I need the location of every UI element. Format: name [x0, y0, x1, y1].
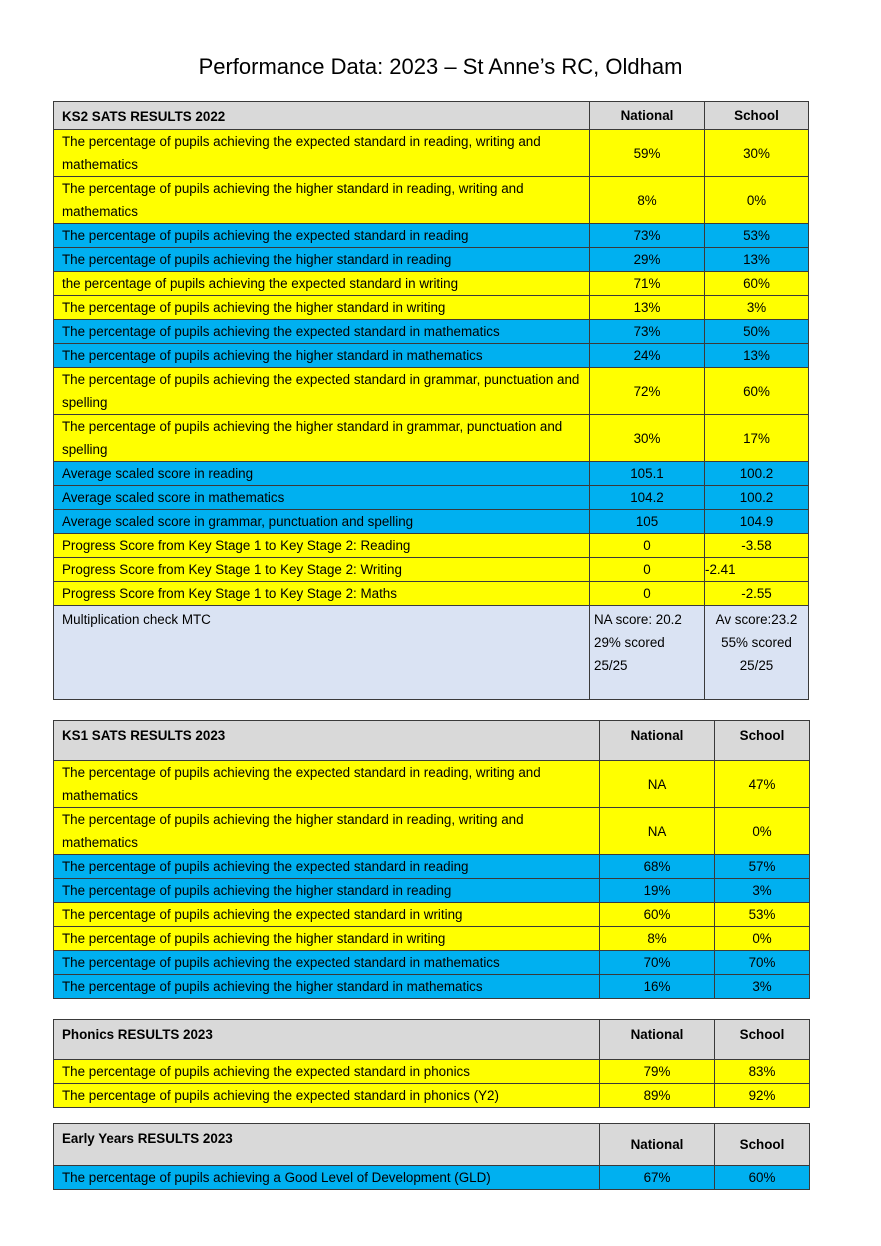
row-label: The percentage of pupils achieving the expected standard in reading, writing and mathematics	[54, 130, 590, 177]
table-row	[54, 879, 810, 903]
school-value: 0%	[705, 177, 809, 224]
school-value: -3.58	[705, 534, 809, 558]
phonics-col-national: National	[600, 1020, 715, 1060]
school-value: 0%	[715, 927, 810, 951]
table-row	[54, 903, 810, 927]
table-row	[54, 130, 809, 177]
national-value: 104.2	[590, 486, 705, 510]
table-row	[54, 368, 809, 415]
national-value: 8%	[600, 927, 715, 951]
row-label: The percentage of pupils achieving the higher standard in reading, writing and mathematics	[54, 177, 590, 224]
table-row	[54, 320, 809, 344]
table-row	[54, 296, 809, 320]
ks2-results-table	[53, 101, 809, 700]
row-label: Average scaled score in grammar, punctuation and spelling	[54, 510, 590, 534]
school-value: 50%	[705, 320, 809, 344]
table-row	[54, 534, 809, 558]
national-value: 13%	[590, 296, 705, 320]
table-row	[54, 1166, 810, 1190]
ks1-heading: KS1 SATS RESULTS 2023	[54, 721, 600, 761]
table-row	[54, 510, 809, 534]
mtc-national-line: 29% scored	[594, 635, 665, 650]
row-label: The percentage of pupils achieving the expected standard in reading	[54, 224, 590, 248]
phonics-col-school: School	[715, 1020, 810, 1060]
table-row	[54, 486, 809, 510]
school-value: 57%	[715, 855, 810, 879]
table-row	[54, 1084, 810, 1108]
row-label: the percentage of pupils achieving the expected standard in writing	[54, 272, 590, 296]
row-label: The percentage of pupils achieving a Good Level of Development (GLD)	[54, 1166, 600, 1190]
school-value: 13%	[705, 344, 809, 368]
row-label: The percentage of pupils achieving the higher standard in reading	[54, 248, 590, 272]
national-value: 79%	[600, 1060, 715, 1084]
row-label: The percentage of pupils achieving the expected standard in phonics (Y2)	[54, 1084, 600, 1108]
national-value: 0	[590, 582, 705, 606]
national-value: 0	[590, 558, 705, 582]
row-label: The percentage of pupils achieving the higher standard in mathematics	[54, 344, 590, 368]
school-value: 53%	[705, 224, 809, 248]
table-row	[54, 248, 809, 272]
table-row	[54, 224, 809, 248]
national-value: 16%	[600, 975, 715, 999]
table-row	[54, 558, 809, 582]
mtc-school-line: 25/25	[739, 658, 774, 673]
school-value: 70%	[715, 951, 810, 975]
national-value: 29%	[590, 248, 705, 272]
table-row	[54, 272, 809, 296]
early-years-col-national: National	[600, 1124, 715, 1166]
mtc-school-line: 55% scored	[721, 635, 792, 650]
national-value: 60%	[600, 903, 715, 927]
ks2-heading: KS2 SATS RESULTS 2022	[54, 102, 590, 130]
national-value: 30%	[590, 415, 705, 462]
row-label: Progress Score from Key Stage 1 to Key Stage 2: Writing	[54, 558, 590, 582]
school-value: 60%	[705, 272, 809, 296]
ks1-col-national: National	[600, 721, 715, 761]
table-row	[54, 855, 810, 879]
school-value: 60%	[705, 368, 809, 415]
table-row	[54, 462, 809, 486]
school-value: 30%	[705, 130, 809, 177]
ks2-col-school: School	[705, 102, 809, 130]
row-label: Progress Score from Key Stage 1 to Key Stage 2: Maths	[54, 582, 590, 606]
national-value: NA	[600, 808, 715, 855]
mtc-national-line: NA score: 20.2	[594, 612, 682, 627]
mtc-school-line: Av score:23.2	[715, 612, 798, 627]
row-label: Average scaled score in reading	[54, 462, 590, 486]
row-label: Average scaled score in mathematics	[54, 486, 590, 510]
school-value	[705, 606, 809, 700]
national-value: 0	[590, 534, 705, 558]
school-value: 60%	[715, 1166, 810, 1190]
row-label: The percentage of pupils achieving the expected standard in reading	[54, 855, 600, 879]
national-value: 73%	[590, 320, 705, 344]
row-label: The percentage of pupils achieving the expected standard in writing	[54, 903, 600, 927]
table-row	[54, 808, 810, 855]
ks1-results-table	[53, 720, 810, 999]
table-row	[54, 177, 809, 224]
school-value: 17%	[705, 415, 809, 462]
school-value: 13%	[705, 248, 809, 272]
school-value: 3%	[715, 975, 810, 999]
row-label: The percentage of pupils achieving the expected standard in grammar, punctuation and spelling	[54, 368, 590, 415]
national-value: 73%	[590, 224, 705, 248]
table-row	[54, 415, 809, 462]
table-row	[54, 606, 809, 700]
early-years-results-table	[53, 1123, 810, 1190]
row-label: The percentage of pupils achieving the higher standard in reading	[54, 879, 600, 903]
school-value: 47%	[715, 761, 810, 808]
national-value: 67%	[600, 1166, 715, 1190]
page-title: Performance Data: 2023 – St Anne’s RC, Oldham	[198, 54, 683, 79]
school-value: 0%	[715, 808, 810, 855]
table-row	[54, 344, 809, 368]
national-value: 105	[590, 510, 705, 534]
row-label: The percentage of pupils achieving the expected standard in reading, writing and mathematics	[54, 761, 600, 808]
school-value: 83%	[715, 1060, 810, 1084]
national-value: 24%	[590, 344, 705, 368]
school-value: 3%	[715, 879, 810, 903]
national-value: 105.1	[590, 462, 705, 486]
national-value: 72%	[590, 368, 705, 415]
row-label: The percentage of pupils achieving the higher standard in writing	[54, 927, 600, 951]
row-label: The percentage of pupils achieving the expected standard in phonics	[54, 1060, 600, 1084]
phonics-heading: Phonics RESULTS 2023	[54, 1020, 600, 1060]
school-value: 104.9	[705, 510, 809, 534]
school-value: 100.2	[705, 486, 809, 510]
table-row	[54, 927, 810, 951]
table-row	[54, 951, 810, 975]
mtc-national-line: 25/25	[594, 658, 628, 673]
school-value: -2.41	[705, 558, 809, 582]
row-label: The percentage of pupils achieving the expected standard in mathematics	[54, 951, 600, 975]
ks1-col-school: School	[715, 721, 810, 761]
national-value	[590, 606, 705, 700]
national-value: 19%	[600, 879, 715, 903]
national-value: NA	[600, 761, 715, 808]
row-label: The percentage of pupils achieving the higher standard in reading, writing and mathematics	[54, 808, 600, 855]
table-row	[54, 582, 809, 606]
row-label: Multiplication check MTC	[54, 606, 590, 700]
school-value: 92%	[715, 1084, 810, 1108]
ks2-col-national: National	[590, 102, 705, 130]
early-years-col-school: School	[715, 1124, 810, 1166]
national-value: 8%	[590, 177, 705, 224]
national-value: 59%	[590, 130, 705, 177]
row-label: The percentage of pupils achieving the expected standard in mathematics	[54, 320, 590, 344]
phonics-results-table	[53, 1019, 810, 1108]
early-years-heading: Early Years RESULTS 2023	[54, 1124, 600, 1166]
row-label: The percentage of pupils achieving the higher standard in grammar, punctuation and spelling	[54, 415, 590, 462]
school-value: 53%	[715, 903, 810, 927]
row-label: Progress Score from Key Stage 1 to Key Stage 2: Reading	[54, 534, 590, 558]
school-value: 3%	[705, 296, 809, 320]
row-label: The percentage of pupils achieving the higher standard in writing	[54, 296, 590, 320]
national-value: 70%	[600, 951, 715, 975]
row-label: The percentage of pupils achieving the higher standard in mathematics	[54, 975, 600, 999]
national-value: 71%	[590, 272, 705, 296]
table-row	[54, 975, 810, 999]
school-value: 100.2	[705, 462, 809, 486]
national-value: 89%	[600, 1084, 715, 1108]
national-value: 68%	[600, 855, 715, 879]
school-value: -2.55	[705, 582, 809, 606]
table-row	[54, 1060, 810, 1084]
table-row	[54, 761, 810, 808]
